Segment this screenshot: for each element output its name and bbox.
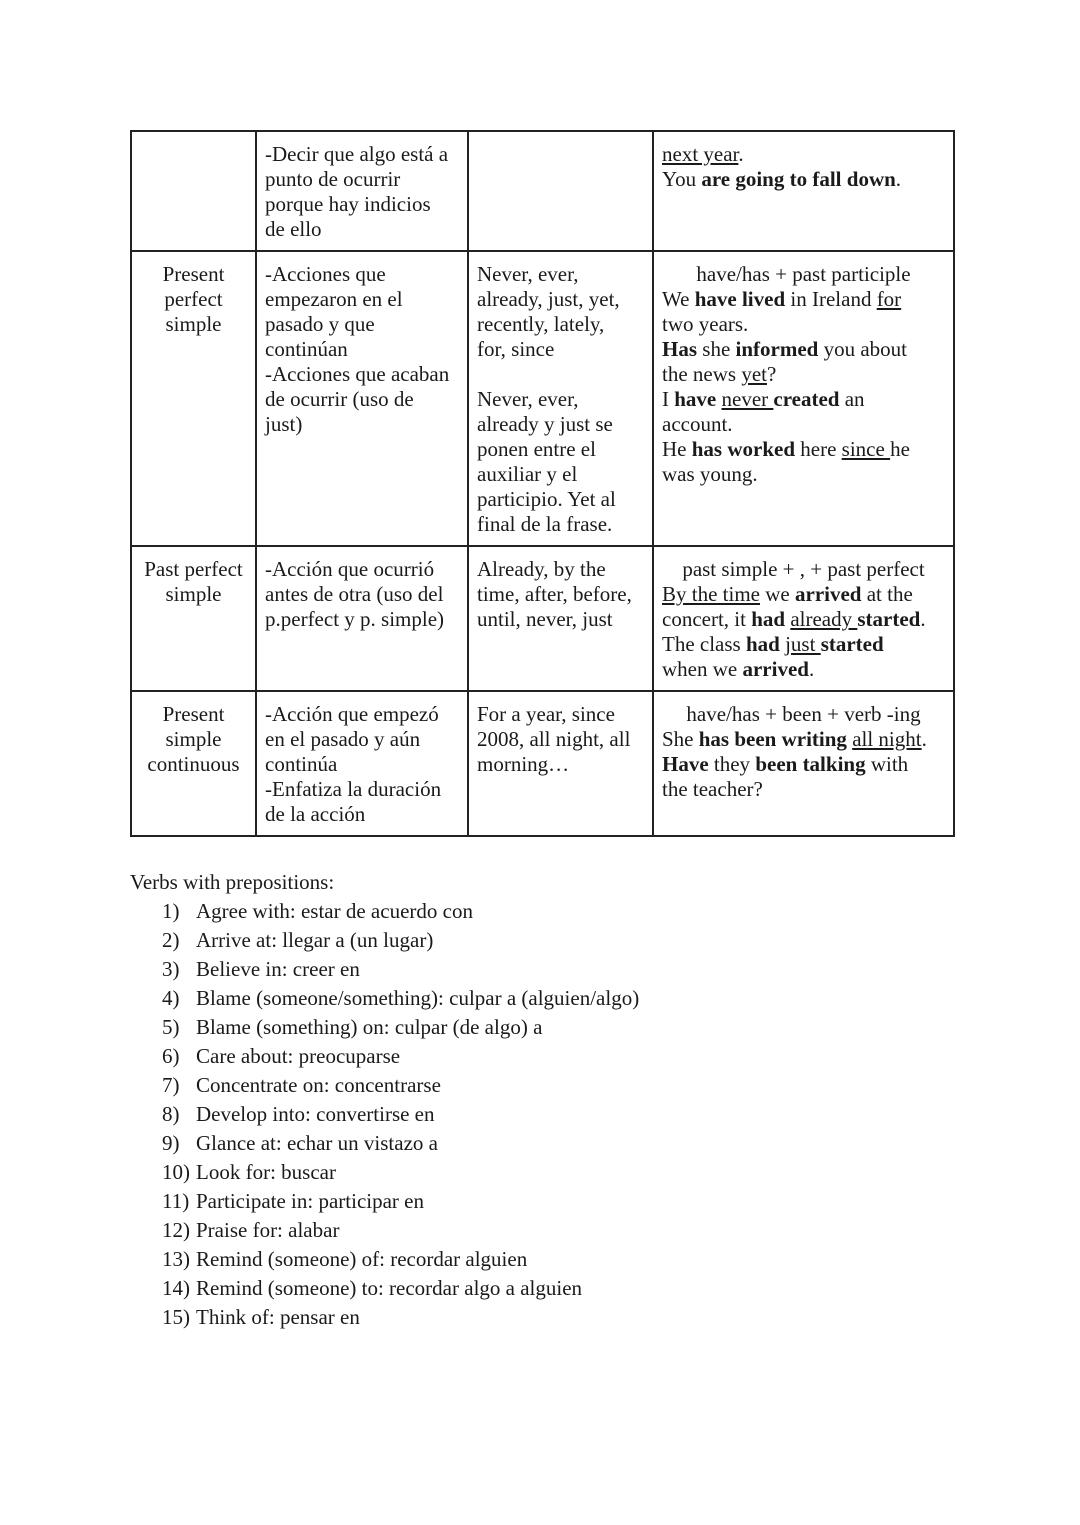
usage-line: de ocurrir (uso de (265, 387, 414, 411)
list-item (130, 926, 639, 955)
text-segment: when we (662, 657, 743, 681)
text-segment: we (760, 582, 795, 606)
usage-line: continúa (265, 752, 338, 776)
text-segment: . (920, 607, 926, 631)
text-segment: You (662, 167, 702, 191)
usage-line: empezaron en el (265, 287, 403, 311)
table-row (131, 251, 954, 546)
grammar-table (130, 130, 955, 837)
underlined-marker-segment: just (785, 632, 821, 656)
text-segment: the teacher? (662, 777, 763, 801)
list-item-text: Think of: pensar en (196, 1305, 360, 1329)
list-item-text: Praise for: alabar (196, 1218, 340, 1242)
bold-verb-segment: informed (735, 337, 819, 361)
time-marker-line: until, never, just (477, 607, 613, 631)
usage-line: antes de otra (uso del (265, 582, 444, 606)
example-line (662, 632, 945, 657)
structure-formula: have/has + been + verb -ing (686, 702, 921, 726)
bold-verb-segment: arrived (795, 582, 862, 606)
bold-verb-segment: Have (662, 752, 709, 776)
time-markers-cell (468, 691, 653, 836)
list-item (130, 1187, 639, 1216)
underlined-marker-segment: all night (852, 727, 922, 751)
blank-line (477, 362, 644, 387)
list-item (130, 1100, 639, 1129)
list-item-text: Blame (someone/something): culpar a (alguien/algo) (196, 986, 640, 1010)
list-item-number: 10) (162, 1160, 190, 1184)
tense-name-cell (131, 546, 256, 691)
list-item (130, 955, 639, 984)
bold-verb-segment: created (773, 387, 840, 411)
underlined-marker-segment: next year (662, 142, 739, 166)
list-item (130, 1129, 639, 1158)
tense-name-line: Present (162, 262, 225, 286)
example-line (662, 582, 945, 607)
usage-line: p.perfect y p. simple) (265, 607, 445, 631)
list-item (130, 1042, 639, 1071)
list-item-number: 14) (162, 1276, 190, 1300)
text-segment: I (662, 387, 675, 411)
usage-cell (256, 691, 468, 836)
list-item-number: 12) (162, 1218, 190, 1242)
usage-line: -Decir que algo está a (265, 142, 449, 166)
bold-verb-segment: Has (662, 337, 698, 361)
underlined-marker-segment: By the time (662, 582, 760, 606)
text-segment: you about (818, 337, 907, 361)
text-segment: The class (662, 632, 746, 656)
bold-verb-segment: arrived (742, 657, 809, 681)
list-item-number: 7) (162, 1073, 180, 1097)
text-segment: two years. (662, 312, 749, 336)
tense-name-line: simple (165, 727, 222, 751)
tense-name-line: simple (165, 582, 222, 606)
example-line (662, 312, 945, 337)
text-segment: they (708, 752, 756, 776)
underlined-marker-segment: already (790, 607, 858, 631)
text-segment: the news (662, 362, 742, 386)
text-segment: . (895, 167, 902, 191)
list-item-number: 8) (162, 1102, 180, 1126)
list-item (130, 1013, 639, 1042)
tense-name-cell (131, 131, 256, 251)
usage-cell (256, 131, 468, 251)
usage-line: -Acción que empezó (265, 702, 439, 726)
usage-line: en el pasado y aún (265, 727, 421, 751)
usage-line: pasado y que (265, 312, 375, 336)
list-item-number: 9) (162, 1131, 180, 1155)
usage-line: just) (265, 412, 303, 436)
text-segment: was young. (662, 462, 758, 486)
list-item-text: Remind (someone) to: recordar algo a alguien (196, 1276, 583, 1300)
time-marker-line: for, since (477, 337, 555, 361)
time-marker-line: already, just, yet, (477, 287, 620, 311)
bold-verb-segment: started (857, 607, 921, 631)
grammar-table-body (131, 131, 954, 836)
verbs-with-prepositions-section (130, 868, 639, 1332)
list-item-number: 11) (162, 1189, 190, 1213)
list-item (130, 984, 639, 1013)
structure-examples-cell (653, 546, 954, 691)
list-item (130, 1245, 639, 1274)
example-line (662, 387, 945, 412)
tense-name-cell (131, 691, 256, 836)
text-segment: He (662, 437, 692, 461)
time-marker-line: Already, by the (477, 557, 606, 581)
list-item-text: Look for: buscar (196, 1160, 336, 1184)
usage-line: -Acciones que (265, 262, 386, 286)
verbs-list (130, 897, 639, 1332)
list-item-text: Develop into: convertirse en (196, 1102, 435, 1126)
structure-formula: have/has + past participle (696, 262, 911, 286)
list-item (130, 1303, 639, 1332)
list-item-text: Blame (something) on: culpar (de algo) a (196, 1015, 543, 1039)
list-item (130, 1216, 639, 1245)
time-markers-cell (468, 131, 653, 251)
example-line (662, 607, 945, 632)
usage-line: -Acción que ocurrió (265, 557, 435, 581)
usage-cell (256, 546, 468, 691)
structure-examples-cell (653, 251, 954, 546)
list-item (130, 1158, 639, 1187)
bold-verb-segment: has worked (691, 437, 796, 461)
time-marker-line: auxiliar y el (477, 462, 578, 486)
text-segment: . (738, 142, 744, 166)
bold-verb-segment: started (820, 632, 884, 656)
text-segment: in Ireland (785, 287, 877, 311)
example-line (662, 657, 945, 682)
usage-line: de ello (265, 217, 322, 241)
list-item-text: Believe in: creer en (196, 957, 360, 981)
list-item-text: Concentrate on: concentrarse (196, 1073, 441, 1097)
list-item (130, 897, 639, 926)
example-line (662, 287, 945, 312)
list-item (130, 1071, 639, 1100)
text-segment: she (697, 337, 736, 361)
list-item-number: 5) (162, 1015, 180, 1039)
table-row (131, 691, 954, 836)
list-item-number: 6) (162, 1044, 180, 1068)
structure-examples-cell (653, 691, 954, 836)
tense-name-line: continuous (147, 752, 240, 776)
time-markers-cell (468, 251, 653, 546)
bold-verb-segment: are going to fall down (701, 167, 896, 191)
tense-name-line: Past perfect (144, 557, 243, 581)
example-line (662, 142, 945, 167)
text-segment: . (808, 657, 815, 681)
text-segment: an (839, 387, 865, 411)
underlined-marker-segment: yet (741, 362, 767, 386)
time-marker-line: Never, ever, (477, 387, 579, 411)
example-line (662, 777, 945, 802)
usage-line: porque hay indicios (265, 192, 431, 216)
time-marker-line: recently, lately, (477, 312, 605, 336)
time-marker-line: ponen entre el (477, 437, 596, 461)
tense-name-line: simple (165, 312, 222, 336)
bold-verb-segment: been talking (755, 752, 866, 776)
bold-verb-segment: had (745, 632, 780, 656)
bold-verb-segment: have lived (694, 287, 786, 311)
structure-formula: past simple + , + past perfect (682, 557, 925, 581)
list-item-number: 15) (162, 1305, 190, 1329)
time-marker-line: already y just se (477, 412, 613, 436)
text-segment: with (865, 752, 909, 776)
list-item-number: 4) (162, 986, 180, 1010)
list-item-number: 3) (162, 957, 180, 981)
list-item-number: 2) (162, 928, 180, 952)
usage-line: punto de ocurrir (265, 167, 401, 191)
text-segment: account. (662, 412, 733, 436)
bold-verb-segment: has been writing (698, 727, 847, 751)
example-line (662, 412, 945, 437)
text-segment: She (662, 727, 699, 751)
section-heading: Verbs with prepositions: (130, 870, 335, 894)
example-line (662, 337, 945, 362)
list-item-number: 13) (162, 1247, 190, 1271)
time-marker-line: time, after, before, (477, 582, 632, 606)
underlined-marker-segment: for (876, 287, 902, 311)
text-segment: he (890, 437, 910, 461)
usage-line: -Enfatiza la duración (265, 777, 442, 801)
usage-line: -Acciones que acaban (265, 362, 450, 386)
list-item-text: Remind (someone) of: recordar alguien (196, 1247, 528, 1271)
tense-name-line: Present (162, 702, 225, 726)
bold-verb-segment: had (751, 607, 786, 631)
list-item-text: Care about: preocuparse (196, 1044, 401, 1068)
usage-cell (256, 251, 468, 546)
example-line (662, 462, 945, 487)
text-segment: ? (766, 362, 777, 386)
text-segment: concert, it (662, 607, 752, 631)
tense-name-cell (131, 251, 256, 546)
bold-verb-segment: have (674, 387, 717, 411)
text-segment: here (795, 437, 842, 461)
table-row (131, 546, 954, 691)
example-line (662, 362, 945, 387)
time-marker-line: Never, ever, (477, 262, 579, 286)
structure-examples-cell (653, 131, 954, 251)
example-line (662, 437, 945, 462)
text-segment: at the (861, 582, 913, 606)
example-line (662, 167, 945, 192)
text-segment: We (662, 287, 695, 311)
list-item-text: Participate in: participar en (196, 1189, 424, 1213)
text-segment: . (921, 727, 927, 751)
table-row (131, 131, 954, 251)
list-item-text: Glance at: echar un vistazo a (196, 1131, 438, 1155)
time-marker-line: participio. Yet al (477, 487, 616, 511)
time-marker-line: For a year, since (477, 702, 615, 726)
time-marker-line: 2008, all night, all (477, 727, 631, 751)
time-marker-line: final de la frase. (477, 512, 613, 536)
example-line (662, 727, 945, 752)
underlined-marker-segment: never (721, 387, 774, 411)
usage-line: de la acción (265, 802, 366, 826)
list-item-text: Agree with: estar de acuerdo con (196, 899, 473, 923)
time-markers-cell (468, 546, 653, 691)
time-marker-line: morning… (477, 752, 570, 776)
usage-line: continúan (265, 337, 348, 361)
list-item (130, 1274, 639, 1303)
underlined-marker-segment: since (841, 437, 891, 461)
list-item-number: 1) (162, 899, 180, 923)
tense-name-line: perfect (164, 287, 223, 311)
list-item-text: Arrive at: llegar a (un lugar) (196, 928, 434, 952)
example-line (662, 752, 945, 777)
